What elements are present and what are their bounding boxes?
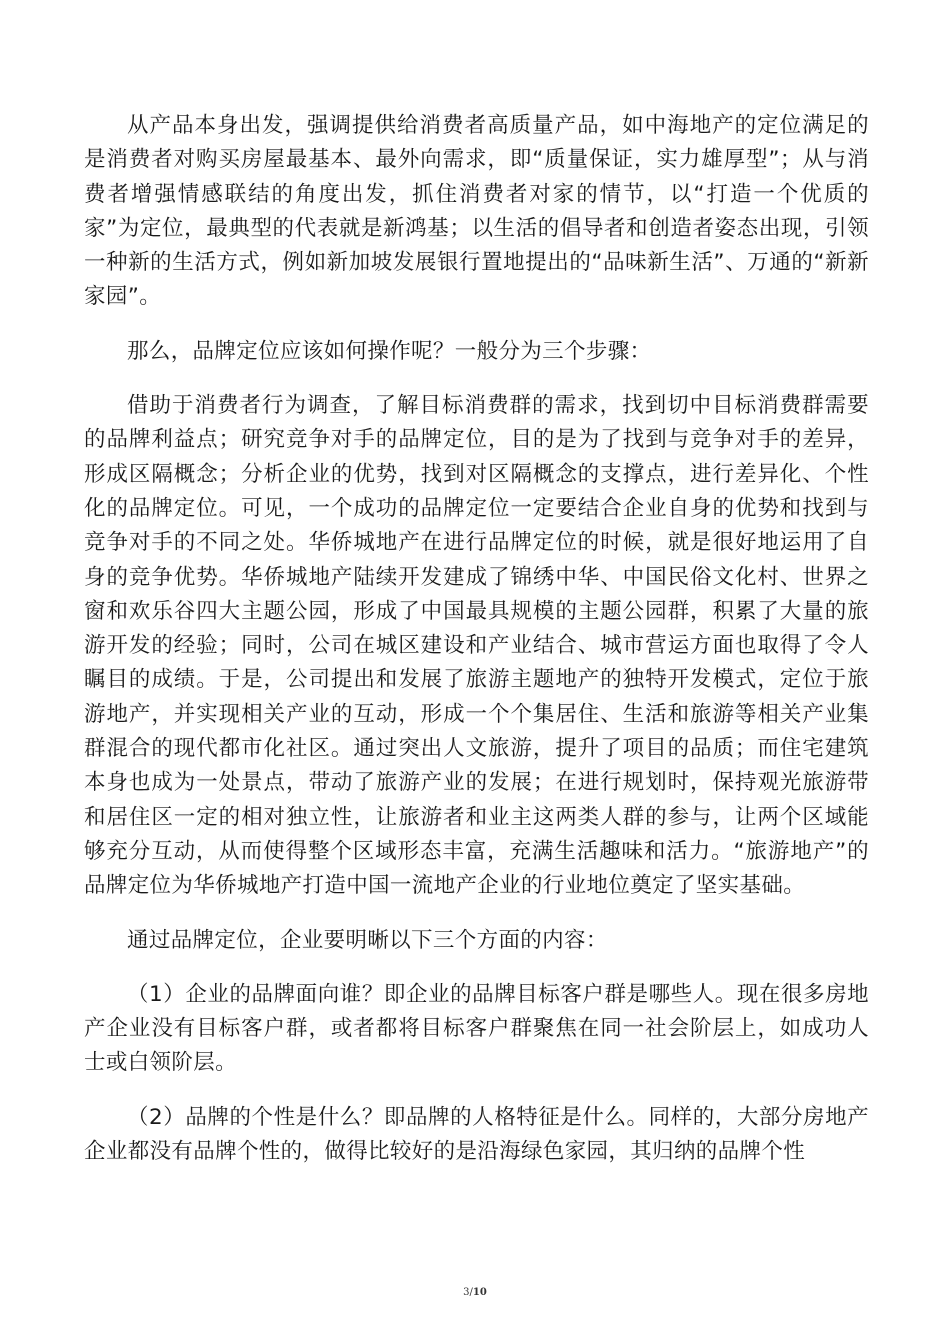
paragraph-4: 通过品牌定位，企业要明晰以下三个方面的内容： (127, 927, 608, 953)
page-number-footer (0, 1286, 950, 1300)
page-number-total: 10 (472, 1287, 487, 1298)
document-body (84, 109, 869, 1189)
paragraph-1: 从产品本身出发，强调提供给消费者高质量产品，如中海地产的定位满足的是消费者对购买房屋最基本、最外向需求，即“质量保证，实力雄厚型”；从与消费者增强情感联结的角度出发，抓住消费者对家的情节，以“打造一个优质的家”为定位，最典型的代表就是新鸿基；以生活的倡导者和创造者姿态出现，引领一种新的生活方式，例如新加坡发展银行置地提出的“品味新生活”、万通的“新新家园”。 (84, 113, 869, 310)
page-number-current: 3/ (463, 1287, 473, 1298)
paragraph-2: 那么，品牌定位应该如何操作呢？一般分为三个步骤： (127, 338, 652, 364)
paragraph-3: 借助于消费者行为调查，了解目标消费群的需求，找到切中目标消费群需要的品牌利益点；研究竞争对手的品牌定位，目的是为了找到与竞争对手的差异，形成区隔概念；分析企业的优势，找到对区隔概念的支撑点，进行差异化、个性化的品牌定位。可见，一个成功的品牌定位一定要结合企业自身的优势和找到与竞争对手的不同之处。华侨城地产在进行品牌定位的时候，就是很好地运用了自身的竞争优势。华侨城地产陆续开发建成了锦绣中华、中国民俗文化村、世界之窗和欢乐谷四大主题公园，形成了中国最具规模的主题公园群，积累了大量的旅游开发的经验；同时，公司在城区建设和产业结合、城市营运方面也取得了令人瞩目的成绩。于是，公司提出和发展了旅游主题地产的独特开发模式，定位于旅游地产，并实现相关产业的互动，形成一个个集居住、生活和旅游等相关产业集群混合的现代都市化社区。通过突出人文旅游，提升了项目的品质；而住宅建筑本身也成为一处景点，带动了旅游产业的发展；在进行规划时，保持观光旅游带和居住区一定的相对独立性，让旅游者和业主这两类人群的参与，让两个区域能够充分互动，从而使得整个区域形态丰富，充满生活趣味和活力。“旅游地产”的品牌定位为华侨城地产打造中国一流地产企业的行业地位奠定了坚实基础。 (84, 393, 869, 899)
paragraph-6: （2）品牌的个性是什么？即品牌的人格特征是什么。同样的，大部分房地产企业都没有品牌个性的，做得比较好的是沿海绿色家园，其归纳的品牌个性 (84, 1104, 869, 1165)
paragraph-5: （1）企业的品牌面向谁？即企业的品牌目标客户群是哪些人。现在很多房地产企业没有目标客户群，或者都将目标客户群聚焦在同一社会阶层上，如成功人士或白领阶层。 (84, 981, 869, 1076)
